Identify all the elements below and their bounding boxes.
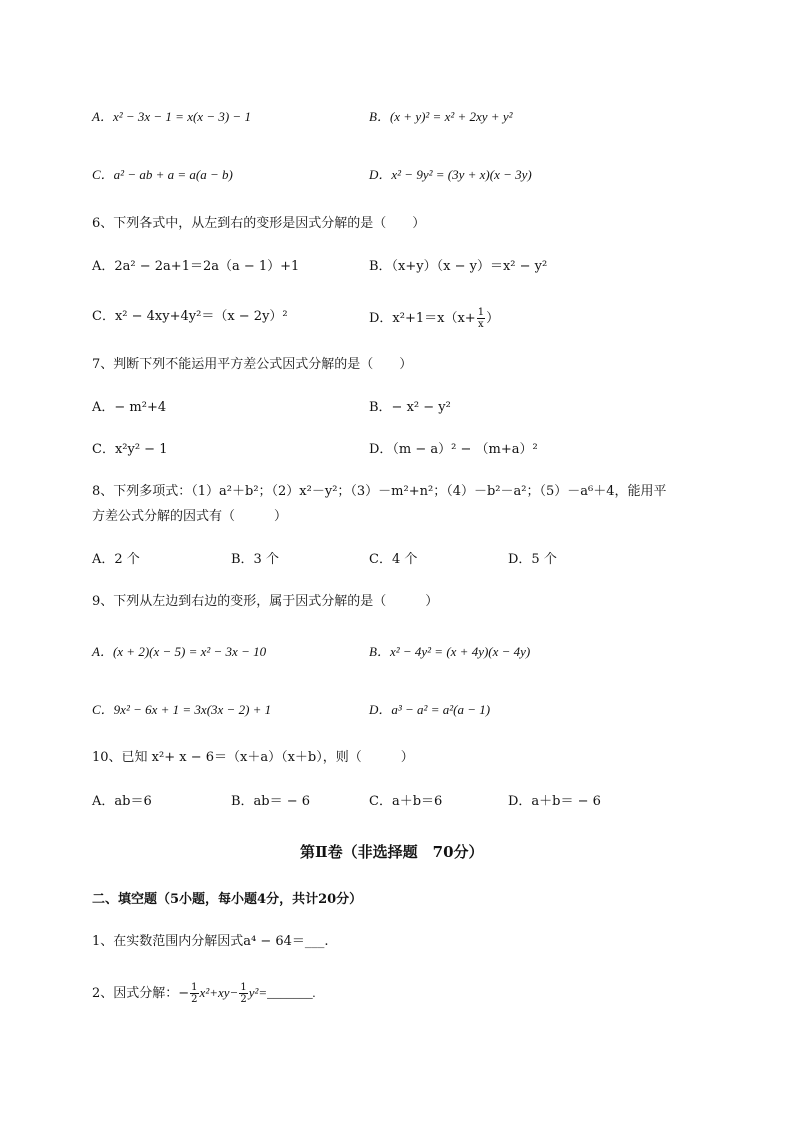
q9-option-b: B．x² − 4y² = (x + 4y)(x − 4y) (369, 644, 531, 659)
q6-option-a: A．2a² − 2a+1＝2a（a − 1）+1 (92, 259, 300, 274)
q5-option-a: A．x² − 3x − 1 = x(x − 3) − 1 (92, 109, 251, 124)
q9-stem: 9、下列从左边到右边的变形，属于因式分解的是（ ） (92, 594, 439, 609)
fill-question-2-label: 2、因式分解：− (92, 986, 190, 1001)
q6-option-b: B．（x+y）（x − y）＝x² − y² (369, 259, 548, 274)
fraction-denominator: x (478, 319, 484, 330)
section-fill-in-title: 二、填空题（5小题，每小题4分，共计20分） (92, 892, 363, 907)
q6-option-d-fraction (477, 307, 485, 330)
q9-option-c: C．9x² − 6x + 1 = 3x(3x − 2) + 1 (92, 702, 272, 717)
q7-option-b: B．− x² − y² (369, 400, 451, 415)
q10-option-d: D．a＋b＝ − 6 (508, 794, 601, 809)
q10-option-b: B．ab＝ − 6 (231, 794, 311, 809)
fraction-numerator: 1 (240, 982, 247, 993)
q5-option-d: D．x² − 9y² = (3y + x)(x − 3y) (369, 167, 532, 182)
q6-option-c: C．x² − 4xy+4y²＝（x − 2y）² (92, 309, 288, 324)
q8-option-a: A．2 个 (92, 552, 140, 567)
q6-option-d-left: D．x²+1＝x（x+ (369, 311, 476, 326)
q7-option-d: D．（m − a）² − （m+a）² (369, 442, 538, 457)
q10-stem: 10、已知 x²+ x − 6＝（x＋a）（x＋b），则（ ） (92, 750, 414, 765)
q8-stem-line2: 方差公式分解的因式有（ ） (92, 509, 288, 524)
fraction-denominator: 2 (191, 994, 198, 1005)
part2-title: 第Ⅱ卷（非选择题 70分） (300, 843, 484, 861)
q5-option-b: B．(x + y)² = x² + 2xy + y² (369, 109, 513, 124)
q8-option-b: B．3 个 (231, 552, 279, 567)
fill-question-2-mid: x²+xy− (199, 985, 239, 1000)
q7-stem: 7、判断下列不能运用平方差公式因式分解的是（ ） (92, 357, 413, 372)
fraction-half-2 (239, 982, 247, 1005)
q6-option-d (369, 307, 499, 330)
q7-option-c: C．x²y² − 1 (92, 442, 168, 457)
fraction-denominator: 2 (240, 994, 247, 1005)
q8-option-d: D．5 个 (508, 552, 557, 567)
q5-option-c: C．a² − ab + a = a(a − b) (92, 167, 233, 182)
q10-option-c: C．a＋b＝6 (369, 794, 443, 809)
q8-option-c: C．4 个 (369, 552, 418, 567)
q8-stem-line1: 8、下列多项式：（1）a²＋b²；（2）x²－y²；（3）－m²+n²；（4）－b²－a²；（5）－a⁶＋4，能用平 (92, 484, 667, 499)
fraction-numerator: 1 (191, 982, 198, 993)
q6-stem: 6、下列各式中，从左到右的变形是因式分解的是（ ） (92, 216, 426, 231)
fraction-half-1 (190, 982, 198, 1005)
fill-question-1: 1、在实数范围内分解因式a⁴ − 64＝___. (92, 934, 329, 949)
q10-option-a: A．ab＝6 (92, 794, 152, 809)
q9-option-d: D．a³ − a² = a²(a − 1) (369, 702, 491, 717)
fill-question-2 (92, 982, 316, 1005)
q6-option-d-right: ） (486, 311, 500, 326)
fill-question-2-tail: y²=_______. (248, 985, 316, 1000)
q9-option-a: A．(x + 2)(x − 5) = x² − 3x − 10 (92, 644, 267, 659)
fraction-numerator: 1 (477, 307, 485, 318)
q7-option-a: A．− m²+4 (92, 400, 167, 415)
